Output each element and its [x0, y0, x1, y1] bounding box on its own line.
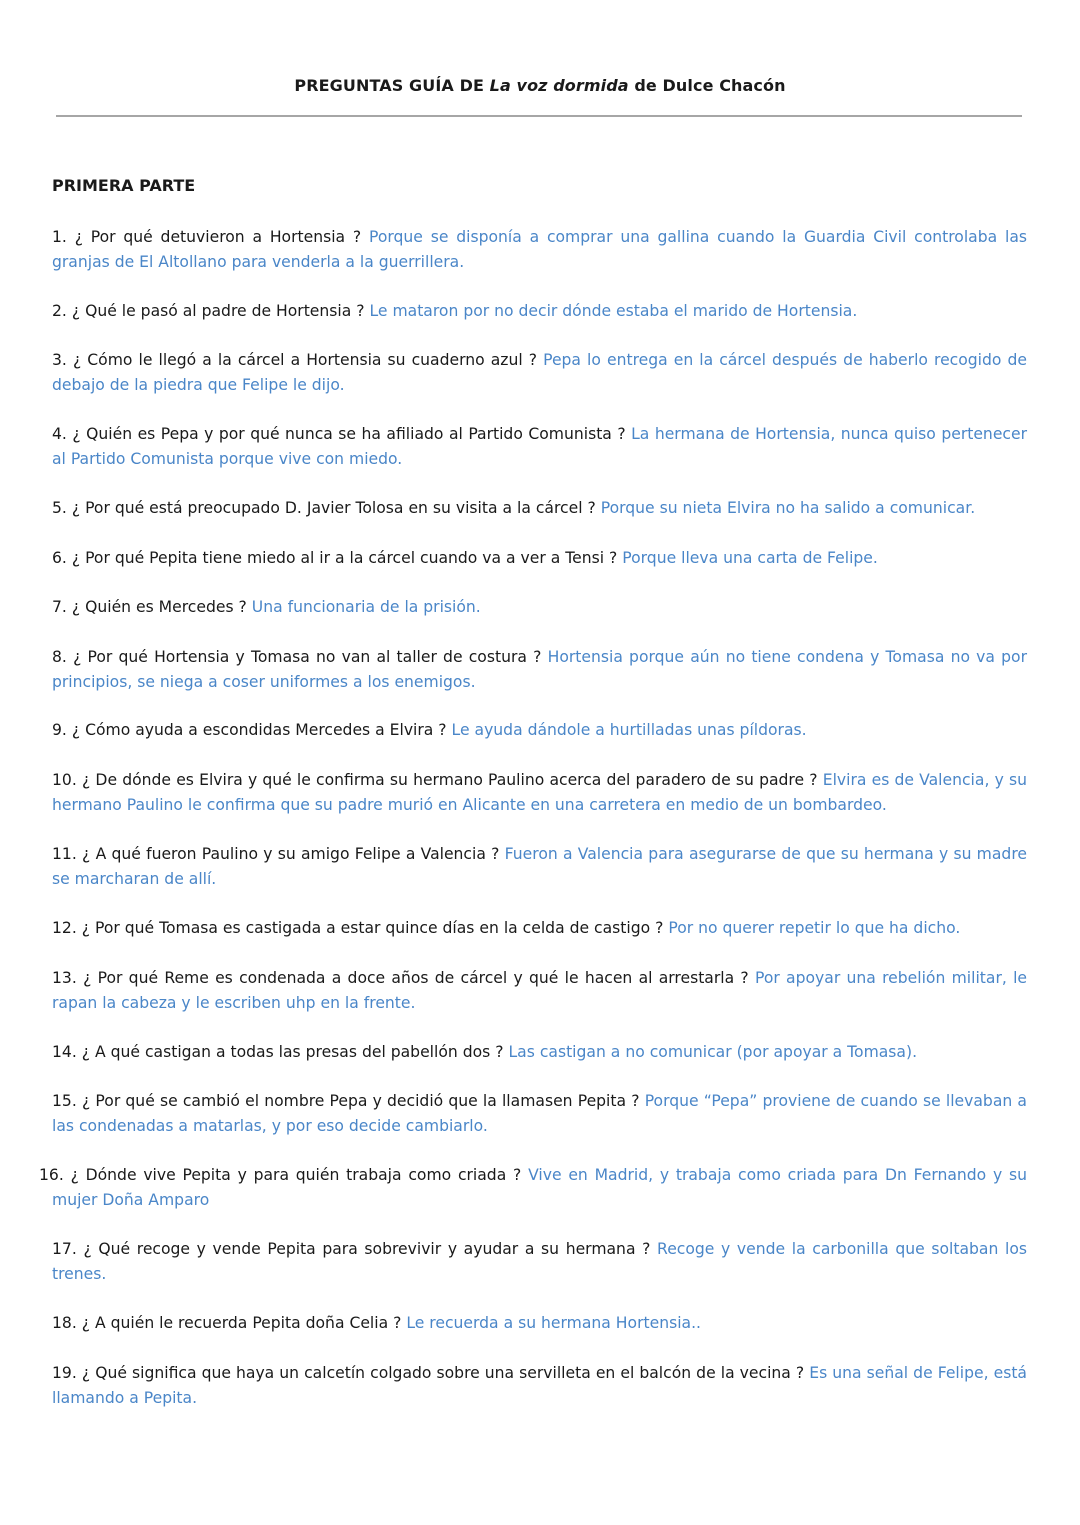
qa-item-10 [52, 768, 1027, 817]
qa-item-16 [39, 1163, 1027, 1212]
question-text: ¿ Por qué Hortensia y Tomasa no van al taller de costura ? [66, 648, 542, 666]
question-number: 1. [52, 228, 67, 246]
qa-item-7 [52, 595, 1027, 620]
qa-item-5 [52, 496, 1027, 521]
answer-text: Le recuerda a su hermana Hortensia.. [401, 1314, 701, 1332]
question-number: 10. [52, 771, 77, 789]
question-text: ¿ De dónde es Elvira y qué le confirma su hermano Paulino acerca del paradero de su padre ? [76, 771, 818, 789]
answer-text: Las castigan a no comunicar (por apoyar a Tomasa). [503, 1043, 918, 1061]
answer-text: Porque lleva una carta de Felipe. [617, 549, 878, 567]
question-number: 6. [52, 549, 67, 567]
question-text: ¿ Qué recoge y vende Pepita para sobrevivir y ayudar a su hermana ? [76, 1240, 651, 1258]
title-book-name: La voz dormida [489, 76, 629, 95]
answer-text: Vive en Madrid, y trabaja como criada para Dn Fernando y su mujer Doña Amparo [52, 1166, 1027, 1209]
question-number: 16. [39, 1166, 64, 1184]
question-text: ¿ Quién es Pepa y por qué nunca se ha afiliado al Partido Comunista ? [66, 425, 626, 443]
qa-item-14 [52, 1040, 1027, 1065]
qa-item-4 [52, 422, 1027, 471]
answer-text: Por no querer repetir lo que ha dicho. [663, 919, 961, 937]
question-number: 14. [52, 1043, 77, 1061]
answer-text: Recoge y vende la carbonilla que soltaban los trenes. [52, 1240, 1027, 1283]
qa-item-3 [52, 348, 1027, 397]
question-text: ¿ A qué fueron Paulino y su amigo Felipe a Valencia ? [76, 845, 500, 863]
qa-item-6 [52, 546, 1027, 571]
title-prefix: PREGUNTAS GUÍA DE [294, 76, 490, 95]
answer-text: Porque “Pepa” proviene de cuando se llevaban a las condenadas a matarlas, y por eso decide cambiarlo. [52, 1092, 1027, 1135]
question-text: ¿ Por qué está preocupado D. Javier Tolosa en su visita a la cárcel ? [66, 499, 596, 517]
answer-text: Porque se disponía a comprar una gallina cuando la Guardia Civil controlaba las granjas de El Altollano para venderla a la guerrillera. [52, 228, 1027, 271]
question-text: ¿ Quién es Mercedes ? [66, 598, 247, 616]
answer-text: Fueron a Valencia para asegurarse de que su hermana y su madre se marcharan de allí. [52, 845, 1027, 888]
answer-text: Hortensia porque aún no tiene condena y Tomasa no va por principios, se niega a coser uniformes a los enemigos. [52, 648, 1028, 691]
qa-item-8 [52, 645, 1027, 694]
question-number: 8. [52, 648, 67, 666]
answer-text: Por apoyar una rebelión militar, le rapan la cabeza y le escriben uhp en la frente. [52, 969, 1028, 1012]
qa-item-17 [52, 1237, 1027, 1286]
qa-item-13 [52, 966, 1027, 1015]
question-text: ¿ Por qué se cambió el nombre Pepa y decidió que la llamasen Pepita ? [76, 1092, 640, 1110]
question-number: 5. [52, 499, 67, 517]
section-title: PRIMERA PARTE [52, 176, 196, 195]
answer-text: Pepa lo entrega en la cárcel después de haberlo recogido de debajo de la piedra que Felipe le dijo. [52, 351, 1027, 394]
question-number: 11. [52, 845, 77, 863]
question-number: 9. [52, 721, 67, 739]
title-suffix: de Dulce Chacón [628, 76, 786, 95]
answer-text: Es una señal de Felipe, está llamando a Pepita. [52, 1364, 1027, 1407]
qa-item-2 [52, 299, 1027, 324]
question-number: 19. [52, 1364, 77, 1382]
answer-text: Una funcionaria de la prisión. [246, 598, 481, 616]
question-number: 12. [52, 919, 77, 937]
question-number: 13. [52, 969, 77, 987]
answer-text: Elvira es de Valencia, y su hermano Paulino le confirma que su padre murió en Alicante en una carretera en medio de un bombardeo. [52, 771, 1027, 814]
qa-item-1 [52, 225, 1027, 274]
question-number: 2. [52, 302, 67, 320]
question-number: 15. [52, 1092, 77, 1110]
qa-item-11 [52, 842, 1027, 891]
header-divider [56, 115, 1022, 117]
question-number: 4. [52, 425, 67, 443]
question-number: 7. [52, 598, 67, 616]
qa-item-9 [52, 718, 1027, 743]
question-text: ¿ Qué le pasó al padre de Hortensia ? [66, 302, 365, 320]
question-number: 17. [52, 1240, 77, 1258]
question-text: ¿ Cómo le llegó a la cárcel a Hortensia su cuaderno azul ? [66, 351, 538, 369]
qa-item-18 [52, 1311, 1027, 1336]
question-text: ¿ Cómo ayuda a escondidas Mercedes a Elvira ? [66, 721, 447, 739]
qa-item-12 [52, 916, 1027, 941]
question-text: ¿ Dónde vive Pepita y para quién trabaja como criada ? [63, 1166, 522, 1184]
qa-item-19 [52, 1361, 1027, 1410]
question-text: ¿ A quién le recuerda Pepita doña Celia ? [76, 1314, 402, 1332]
question-text: ¿ A qué castigan a todas las presas del pabellón dos ? [76, 1043, 504, 1061]
question-text: ¿ Por qué detuvieron a Hortensia ? [66, 228, 362, 246]
question-number: 3. [52, 351, 67, 369]
question-text: ¿ Qué significa que haya un calcetín colgado sobre una servilleta en el balcón de la vecina ? [76, 1364, 805, 1382]
question-text: ¿ Por qué Pepita tiene miedo al ir a la cárcel cuando va a ver a Tensi ? [66, 549, 618, 567]
answer-text: Le mataron por no decir dónde estaba el marido de Hortensia. [364, 302, 858, 320]
answer-text: Le ayuda dándole a hurtilladas unas píldoras. [446, 721, 807, 739]
qa-item-15 [52, 1089, 1027, 1138]
answer-text: Porque su nieta Elvira no ha salido a comunicar. [595, 499, 976, 517]
answer-text: La hermana de Hortensia, nunca quiso pertenecer al Partido Comunista porque vive con miedo. [52, 425, 1027, 468]
question-number: 18. [52, 1314, 77, 1332]
question-text: ¿ Por qué Tomasa es castigada a estar quince días en la celda de castigo ? [76, 919, 664, 937]
question-text: ¿ Por qué Reme es condenada a doce años de cárcel y qué le hacen al arrestarla ? [76, 969, 749, 987]
document-title [0, 76, 1080, 95]
